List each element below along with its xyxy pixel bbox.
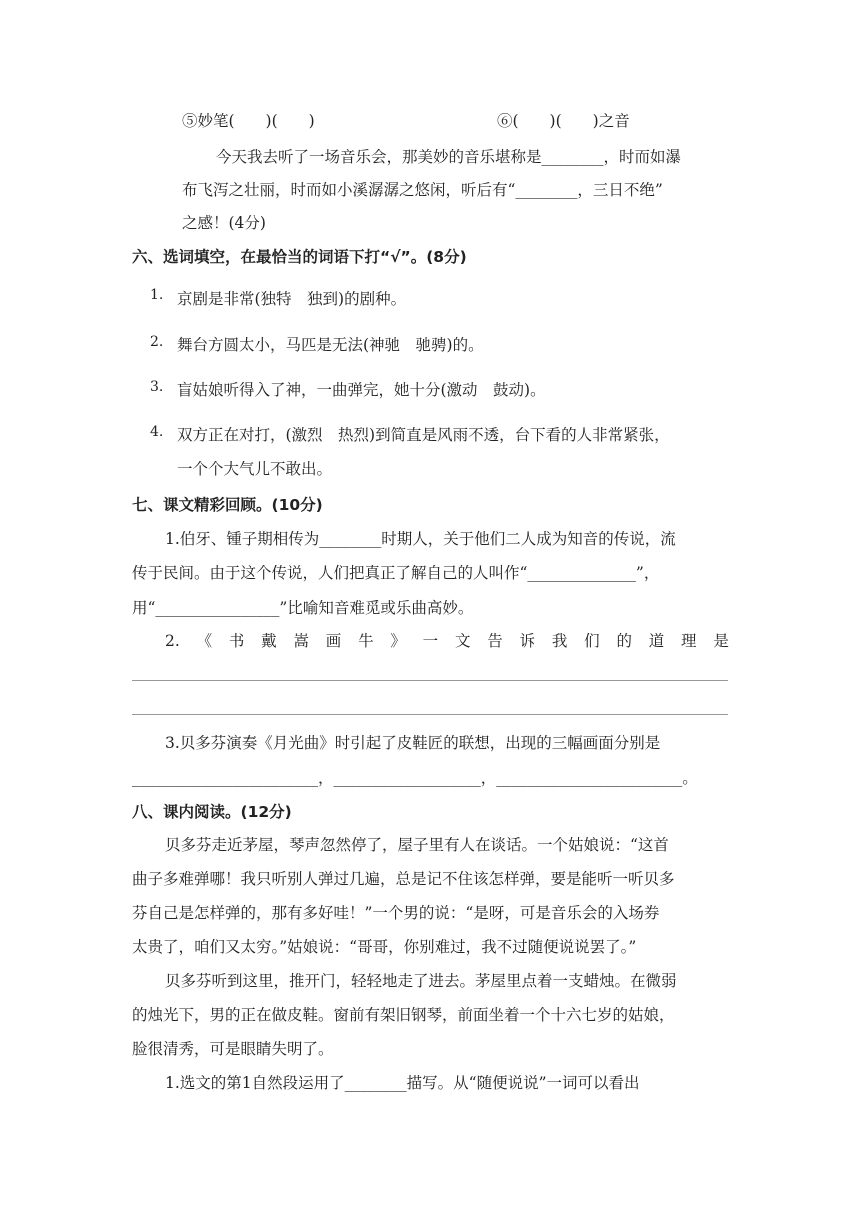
q2-char: 文 bbox=[454, 632, 471, 650]
q2-char: 是 bbox=[713, 632, 729, 650]
s8-p2-line-3: 脸很清秀，可是眼睛失明了。 bbox=[132, 1040, 334, 1058]
section-7-title: 七、课文精彩回顾。(10分) bbox=[132, 496, 323, 514]
s5-paragraph-line-2: 布飞泻之壮丽，时而如小溪潺潺之悠闲，听后有“________，三日不绝” bbox=[182, 181, 663, 199]
s6-item-number: 1. bbox=[150, 287, 164, 303]
s8-p1-line-1: 贝多芬走近茅屋，琴声忽然停了，屋子里有人在谈话。一个姑娘说：“这首 bbox=[165, 836, 669, 854]
s7-q3-line-1: 3.贝多芬演奏《月光曲》时引起了皮鞋匠的联想，出现的三幅画面分别是 bbox=[165, 734, 661, 752]
q2-char: 我 bbox=[551, 632, 568, 650]
q2-char: 们 bbox=[584, 632, 600, 650]
option-6: ⑥( )( )之音 bbox=[497, 112, 630, 130]
answer-line-1[interactable] bbox=[132, 680, 728, 681]
answer-line-2[interactable] bbox=[132, 714, 728, 715]
s6-item-text: 双方正在对打，(激烈 热烈)到简直是风雨不透，台下看的人非常紧张， bbox=[177, 426, 670, 444]
q2-char: 嵩 bbox=[293, 632, 309, 650]
s8-p1-line-2: 曲子多难弹哪！我只听别人弹过几遍，总是记不住该怎样弹，要是能听一听贝多 bbox=[132, 870, 675, 888]
s6-item-number: 2. bbox=[150, 334, 164, 350]
q2-char: 理 bbox=[681, 632, 697, 650]
q2-char: 牛 bbox=[358, 632, 374, 650]
q2-char: 《 bbox=[196, 632, 213, 650]
q2-char: 戴 bbox=[261, 632, 277, 650]
q2-char: 诉 bbox=[519, 632, 536, 650]
q2-char: 》 bbox=[390, 632, 406, 650]
s8-p1-line-3: 芬自己是怎样弹的，那有多好哇！”一个男的说：“是呀，可是音乐会的入场券 bbox=[132, 904, 660, 922]
s6-item-number: 3. bbox=[150, 379, 164, 395]
s7-q3-line-2: ________________________，___________________，________________________。 bbox=[132, 769, 698, 787]
q2-char: 的 bbox=[616, 632, 632, 650]
section-6-title: 六、选词填空，在最恰当的词语下打“√”。(8分) bbox=[132, 248, 467, 266]
s8-p2-line-2: 的烛光下，男的正在做皮鞋。窗前有架旧钢琴，前面坐着一个十六七岁的姑娘， bbox=[132, 1006, 675, 1024]
s6-item-text: 京剧是非常(独特 独到)的剧种。 bbox=[177, 290, 407, 308]
q2-char: 书 bbox=[228, 632, 245, 650]
s6-item-text: 舞台方圆太小，马匹是无法(神驰 驰骋)的。 bbox=[177, 336, 484, 354]
s6-item-number: 4. bbox=[150, 424, 164, 440]
s5-paragraph-line-1: 今天我去听了一场音乐会，那美妙的音乐堪称是________，时而如瀑 bbox=[216, 148, 682, 166]
q2-char: 2. bbox=[165, 632, 180, 650]
s7-q2-line bbox=[165, 630, 729, 652]
s5-paragraph-line-3: 之感！(4分) bbox=[182, 214, 266, 232]
s8-p1-line-4: 太贵了，咱们又太穷。”姑娘说：“哥哥，你别难过，我不过随便说说罢了。” bbox=[132, 938, 637, 956]
q2-char: 画 bbox=[325, 632, 342, 650]
s7-q1-line-2: 传于民间。由于这个传说，人们把真正了解自己的人叫作“______________”， bbox=[132, 564, 660, 582]
s8-p2-line-1: 贝多芬听到这里，推开门，轻轻地走了进去。茅屋里点着一支蜡烛。在微弱 bbox=[165, 972, 677, 990]
q2-char: 一 bbox=[422, 632, 439, 650]
s7-q1-line-1: 1.伯牙、锺子期相传为________时期人，关于他们二人成为知音的传说，流 bbox=[165, 530, 676, 548]
s7-q1-line-3: 用“________________”比喻知音难觅或乐曲高妙。 bbox=[132, 599, 474, 617]
option-5: ⑤妙笔( )( ) bbox=[182, 112, 315, 130]
q2-char: 告 bbox=[487, 632, 503, 650]
s6-item-text-continued: 一个个大气儿不敢出。 bbox=[177, 460, 333, 478]
s8-q1-line: 1.选文的第1自然段运用了________描写。从“随便说说”一词可以看出 bbox=[165, 1074, 640, 1092]
q2-char: 道 bbox=[648, 632, 665, 650]
section-8-title: 八、课内阅读。(12分) bbox=[132, 803, 292, 821]
s6-item-text: 盲姑娘听得入了神，一曲弹完，她十分(激动 鼓动)。 bbox=[177, 381, 546, 399]
